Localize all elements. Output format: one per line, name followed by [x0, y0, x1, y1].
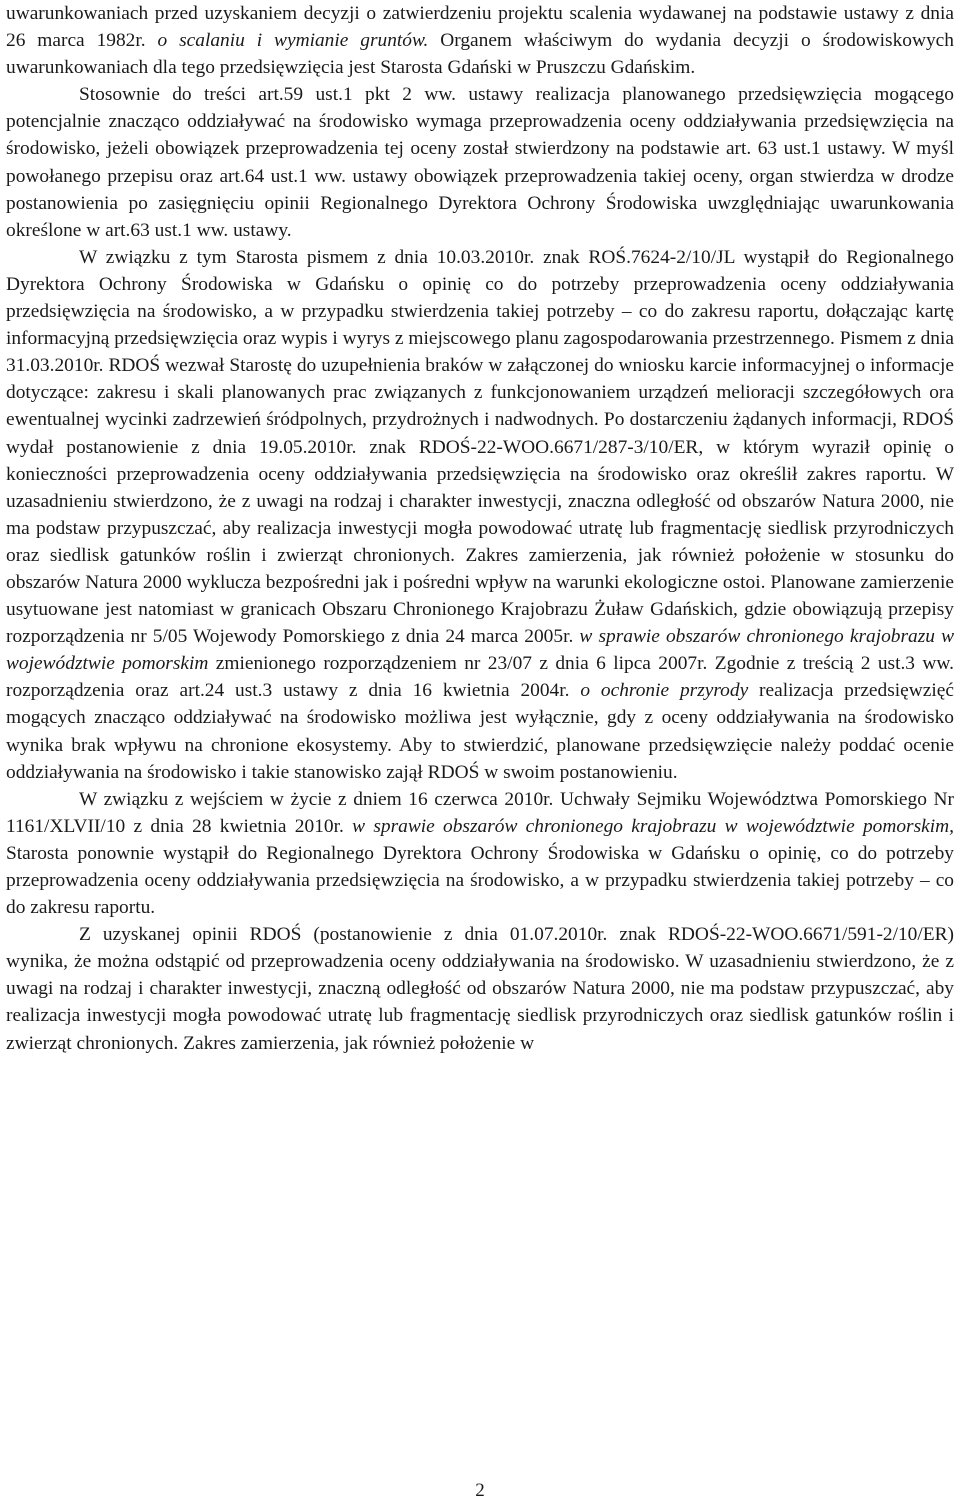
- italic-text: o scalaniu i wymianie gruntów.: [157, 30, 429, 52]
- text-run: Starosta ponownie wystąpił do Regionalnego Dyrektora Ochrony Środowiska w Gdańsku o opinię, co do potrzeby przeprowadzenia oceny oddziaływania przedsięwzięcia na środowisko, a w przypadku stwierdzenia takiej potrzeby – co do zakresu raportu.: [6, 842, 954, 919]
- paragraph: [6, 786, 954, 921]
- text-run: uwarunkowaniach przed uzyskaniem decyzji o zatwierdzeniu projektu scalenia wydawanej na podstawie ustawy z dnia 26 marca 1982r.: [6, 3, 954, 52]
- paragraph: [6, 921, 954, 1056]
- text-run: W związku z wejściem w życie z dniem 16 czerwca 2010r. Uchwały Sejmiku Województwa Pomorskiego Nr 1161/XLVII/10 z dnia 28 kwietnia 2010r.: [6, 788, 954, 837]
- italic-text: o ochronie przyrody: [580, 680, 749, 702]
- italic-text: w sprawie obszarów chronionego krajobrazu w województwie pomorskim,: [352, 815, 954, 837]
- italic-text: w sprawie obszarów chronionego krajobrazu w województwie pomorskim: [6, 626, 954, 675]
- page-number: 2: [475, 1480, 485, 1501]
- paragraph: [6, 0, 954, 81]
- text-run: Stosownie do treści art.59 ust.1 pkt 2 ww. ustawy realizacja planowanego przedsięwzięcia mogącego potencjalnie znacząco oddziaływać na środowisko wymaga przeprowadzenia oceny oddziaływania przedsięwzięcia na środowisko, jeżeli obowiązek przeprowadzenia tej oceny został stwierdzony na podstawie art. 63 ust.1 ustawy. W myśl powołanego przepisu oraz art.64 ust.1 ww. ustawy obowiązek przeprowadzenia takiej oceny, organ stwierdza w drodze postanowienia po zasięgnięciu opinii Regionalnego Dyrektora Ochrony Środowiska uwzględniając uwarunkowania określone w art.63 ust.1 ww. ustawy.: [6, 84, 954, 241]
- document-body: [6, 0, 954, 1057]
- text-run: Z uzyskanej opinii RDOŚ (postanowienie z dnia 01.07.2010r. znak RDOŚ-22-WOO.6671/591-2/10/ER) wynika, że można odstąpić od przeprowadzenia oceny oddziaływania na środowisko. W uzasadnieniu stwierdzono, że z uwagi na rodzaj i charakter inwestycji, znaczną odległość od obszarów Natura 2000, nie ma podstaw przypuszczać, aby realizacja inwestycji mogła powodować utratę lub fragmentację siedlisk przyrodniczych oraz siedlisk gatunków roślin i zwierząt chronionych. Zakres zamierzenia, jak również położenie w: [6, 924, 954, 1054]
- text-run: zmienionego rozporządzeniem nr 23/07 z dnia 6 lipca 2007r. Zgodnie z treścią 2 ust.3 ww. rozporządzenia oraz art.24 ust.3 ustawy z dnia 16 kwietnia 2004r.: [6, 653, 954, 702]
- text-run: realizacja przedsięwzięć mogących znacząco oddziaływać na środowisko możliwa jest wyłącznie, gdy z oceny oddziaływania na środowisko wynika brak wpływu na chronione ekosystemy. Aby to stwierdzić, planowane przedsięwzięcie należy poddać ocenie oddziaływania na środowisko i takie stanowisko zajął RDOŚ w swoim postanowieniu.: [6, 680, 954, 783]
- paragraph: [6, 244, 954, 786]
- text-run: W związku z tym Starosta pismem z dnia 10.03.2010r. znak ROŚ.7624-2/10/JL wystąpił do Regionalnego Dyrektora Ochrony Środowiska w Gdańsku o opinię co do potrzeby przeprowadzenia oceny oddziaływania przedsięwzięcia na środowisko, a w przypadku stwierdzenia takiej potrzeby – co do zakresu raportu, dołączając kartę informacyjną przedsięwzięcia oraz wypis i wyrys z miejscowego planu zagospodarowania przestrzennego. Pismem z dnia 31.03.2010r. RDOŚ wezwał Starostę do uzupełnienia braków w załączonej do wniosku karcie informacyjnej o informacje dotyczące: zakresu i skali planowanych prac związanych z funkcjonowaniem urządzeń melioracji szczegółowych ora ewentualnej wycinki zadrzewień śródpolnych, przydrożnych i nadwodnych. Po dostarczeniu żądanych informacji, RDOŚ wydał postanowienie z dnia 19.05.2010r. znak RDOŚ-22-WOO.6671/287-3/10/ER, w którym wyraził opinię o konieczności przeprowadzenia oceny oddziaływania przedsięwzięcia na środowisko oraz określił zakres raportu. W uzasadnieniu stwierdzono, że z uwagi na rodzaj i charakter inwestycji, znaczna odległość od obszarów Natura 2000, nie ma podstaw przypuszczać, aby realizacja inwestycji mogła powodować utratę lub fragmentację siedlisk przyrodniczych oraz siedlisk gatunków roślin i zwierząt chronionych. Zakres zamierzenia, jak również położenie w stosunku do obszarów Natura 2000 wyklucza bezpośredni jak i pośredni wpływ na warunki ekologiczne ostoi. Planowane zamierzenie usytuowane jest natomiast w granicach Obszaru Chronionego Krajobrazu Żuław Gdańskich, gdzie obowiązują przepisy rozporządzenia nr 5/05 Wojewody Pomorskiego z dnia 24 marca 2005r.: [6, 246, 954, 648]
- text-run: Organem właściwym do wydania decyzji o środowiskowych uwarunkowaniach dla tego przedsięwzięcia jest Starosta Gdański w Pruszczu Gdańskim.: [6, 30, 954, 79]
- paragraph: [6, 81, 954, 244]
